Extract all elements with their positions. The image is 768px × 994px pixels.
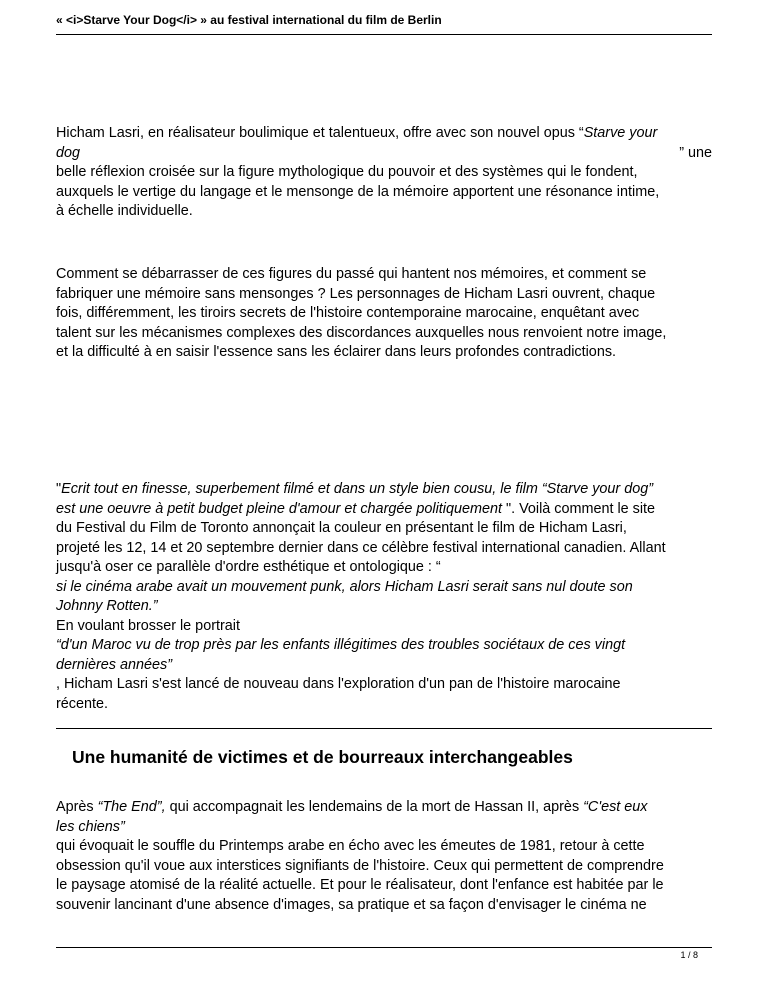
text-line: talent sur les mécanismes complexes des discordances auxquelles nous renvoient notre image, <box>56 324 667 341</box>
page-number: 1 / 8 <box>680 950 698 960</box>
running-header: « <i>Starve Your Dog</i> » au festival international du film de Berlin <box>56 13 442 27</box>
quote-text: si le cinéma arabe avait un mouvement punk, alors Hicham Lasri serait sans nul doute son <box>56 578 633 595</box>
text-line: fois, différemment, les tiroirs secrets de l'histoire contemporaine marocaine, enquêtant avec <box>56 305 640 321</box>
text-line: Comment se débarrasser de ces figures du passé qui hantent nos mémoires, et comment se <box>56 266 647 282</box>
quote-text: dernières années” <box>56 656 172 673</box>
paragraph-history <box>56 798 712 915</box>
text-run: qui accompagnait les lendemains de la mort de Hassan II, après <box>165 799 584 815</box>
quote-text: Johnny Rotten.” <box>56 598 158 614</box>
text-line: souvenir lancinant d'une absence d'images, sa pratique et sa façon d'envisager le cinéma ne <box>56 896 647 913</box>
text-line: à échelle individuelle. <box>56 203 193 219</box>
text-line: En voulant brosser le portrait <box>56 617 240 634</box>
film-title: Starve your <box>583 125 658 141</box>
text-line: obsession qu'il voue aux interstices signifiants de l'histoire. Ceux qui permettent de comprendre <box>56 857 664 874</box>
text-run: Hicham Lasri, en réalisateur boulimique et talentueux, offre avec son nouvel opus “ <box>56 125 584 141</box>
paragraph-toronto <box>56 480 712 714</box>
text-line: jusqu'à oser ce parallèle d'ordre esthétique et ontologique : “ <box>56 559 441 575</box>
text-line: récente. <box>56 695 108 712</box>
text-run: ” une <box>679 144 712 161</box>
text-line: auxquels le vertige du langage et le mensonge de la mémoire apportent une résonance intime, <box>56 183 660 200</box>
quote-text: est une oeuvre à petit budget pleine d'amour et chargée politiquement <box>56 500 502 517</box>
text-run: " <box>56 481 62 497</box>
film-title: “The End”, <box>97 799 166 815</box>
text-line: , Hicham Lasri s'est lancé de nouveau dans l'exploration d'un pan de l'histoire marocaine <box>56 676 621 692</box>
film-title: dog <box>56 144 81 161</box>
paragraph-memory <box>56 265 712 363</box>
header-rule <box>56 34 712 35</box>
text-line: et la difficulté à en saisir l'essence sans les éclairer dans leurs profondes contradictions. <box>56 344 617 360</box>
section-heading: Une humanité de victimes et de bourreaux interchangeables <box>72 747 573 767</box>
footer-rule <box>56 947 712 948</box>
film-title: les chiens” <box>56 818 125 835</box>
quote-text: “d'un Maroc vu de trop près par les enfants illégitimes des troubles sociétaux de ces vingt <box>56 637 626 653</box>
quote-text: Ecrit tout en finesse, superbement filmé et dans un style bien cousu, le film “Starve your dog” <box>61 481 654 497</box>
text-run: ". Voilà comment le site <box>501 500 656 517</box>
text-line: fabriquer une mémoire sans mensonges ? Les personnages de Hicham Lasri ouvrent, chaque <box>56 285 656 302</box>
text-line: le paysage atomisé de la réalité actuelle. Et pour le réalisateur, dont l'enfance est habitée par le <box>56 877 664 893</box>
text-run: Après <box>56 799 98 815</box>
text-line: projeté les 12, 14 et 20 septembre dernier dans ce célèbre festival international canadien. Allant <box>56 539 666 556</box>
text-line: du Festival du Film de Toronto annonçait la couleur en présentant le film de Hicham Lasri, <box>56 520 627 536</box>
film-title: “C'est eux <box>583 799 648 815</box>
text-line: belle réflexion croisée sur la figure mythologique du pouvoir et des systèmes qui le fondent, <box>56 164 638 180</box>
paragraph-intro <box>56 124 712 222</box>
text-line: qui évoquait le souffle du Printemps arabe en écho avec les émeutes de 1981, retour à cette <box>56 838 645 854</box>
section-rule <box>56 728 712 729</box>
